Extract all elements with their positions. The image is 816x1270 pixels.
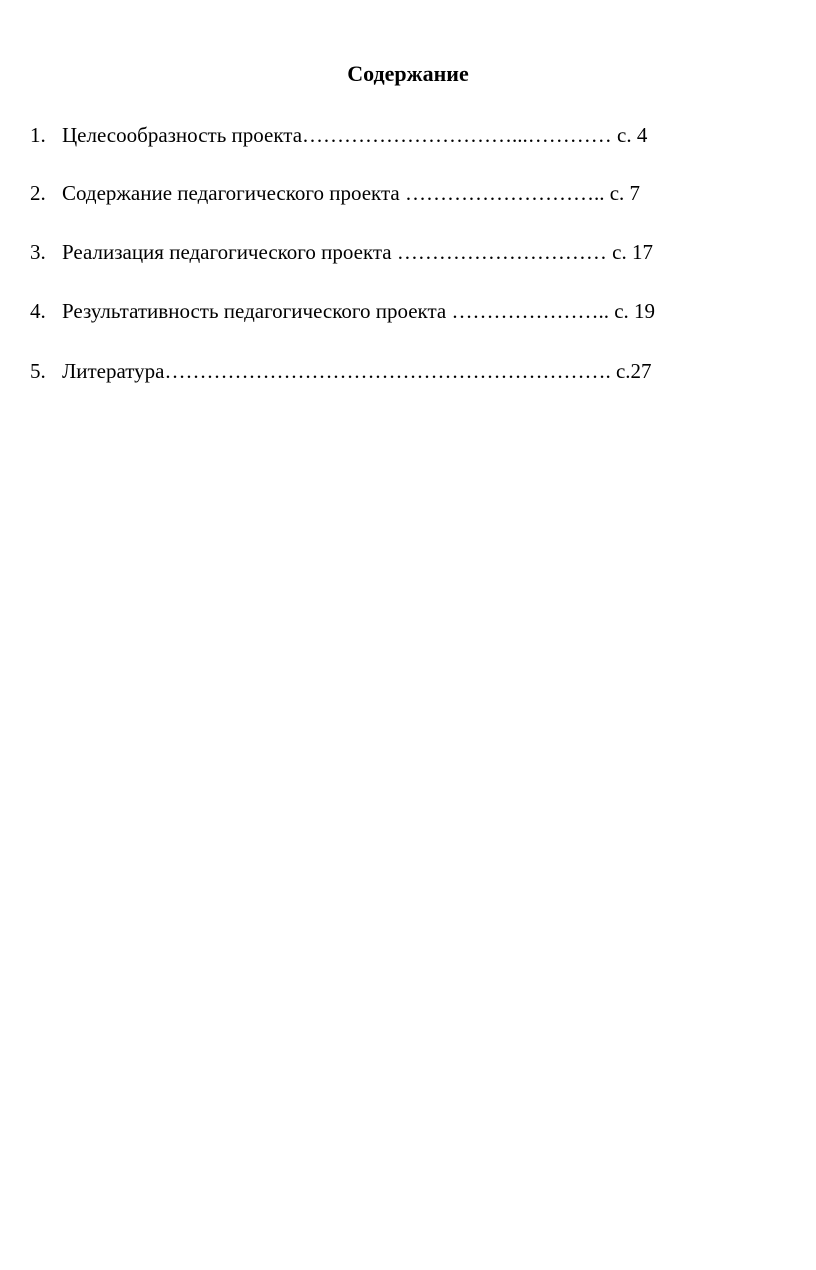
toc-item [0,237,816,267]
toc-item-text: Целесообразность проекта…………………………...………… с. 4 [62,123,648,147]
toc-item-number: 2. [30,181,46,205]
toc-item-number: 5. [30,359,46,383]
toc-item-text: Литература………………………………………………………. с.27 [62,359,652,383]
toc-item [0,178,816,208]
toc-item-text: Содержание педагогического проекта ……………………….. с. 7 [62,181,641,205]
toc-item-number: 1. [30,123,46,147]
page-title: Содержание [347,61,469,86]
toc-item [0,120,816,150]
toc-item [0,296,816,326]
toc-item-text: Реализация педагогического проекта ………………………… с. 17 [62,240,653,264]
toc-item-number: 4. [30,299,46,323]
toc-item-number: 3. [30,240,46,264]
toc-item [0,356,816,386]
toc-item-text: Результативность педагогического проекта ………………….. с. 19 [62,299,656,323]
